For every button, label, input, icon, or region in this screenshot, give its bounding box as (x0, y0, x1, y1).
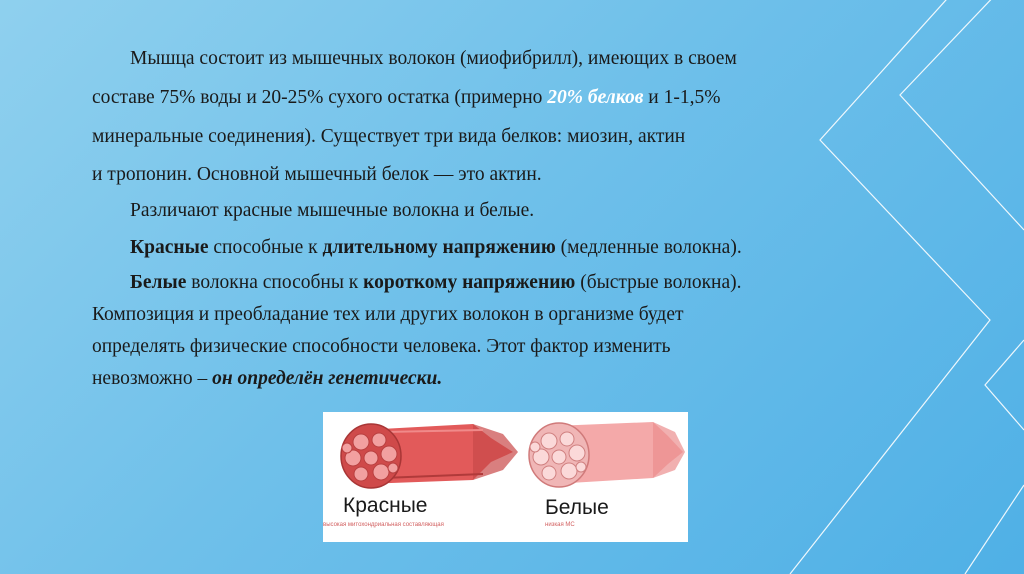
paragraph-5-line-3: невозможно – он определён генетически. (92, 368, 443, 389)
paragraph-1-line-4: и тропонин. Основной мышечный белок — это актин. (92, 164, 542, 185)
paragraph-4: Белые волокна способны к короткому напряжению (быстрые волокна). (130, 272, 742, 293)
paragraph-2: Различают красные мышечные волокна и белые. (130, 200, 535, 221)
red-fiber-caption: Красные (343, 494, 428, 517)
paragraph-5-line-1: Композиция и преобладание тех или других волокон в организме будет (92, 304, 684, 325)
white-fiber-caption: Белые (545, 496, 609, 519)
paragraph-3: Красные способные к длительному напряжению (медленные волокна). (130, 237, 742, 258)
highlight-proteins: 20% белков (547, 87, 644, 108)
muscle-fibers-figure (323, 412, 688, 542)
red-fiber-subcaption: высокая митохондриальная составляющая (323, 522, 444, 528)
paragraph-1-line-3: минеральные соединения). Существует три вида белков: миозин, актин (92, 126, 686, 147)
paragraph-5-line-2: определять физические способности человека. Этот фактор изменить (92, 336, 671, 357)
white-fiber-subcaption: низкая МС (545, 522, 575, 528)
paragraph-1-line-1: Мышца состоит из мышечных волокон (миофибрилл), имеющих в своем (130, 48, 737, 69)
paragraph-1-line-2: составе 75% воды и 20-25% сухого остатка (примерно 20% белков и 1-1,5% (92, 87, 721, 108)
